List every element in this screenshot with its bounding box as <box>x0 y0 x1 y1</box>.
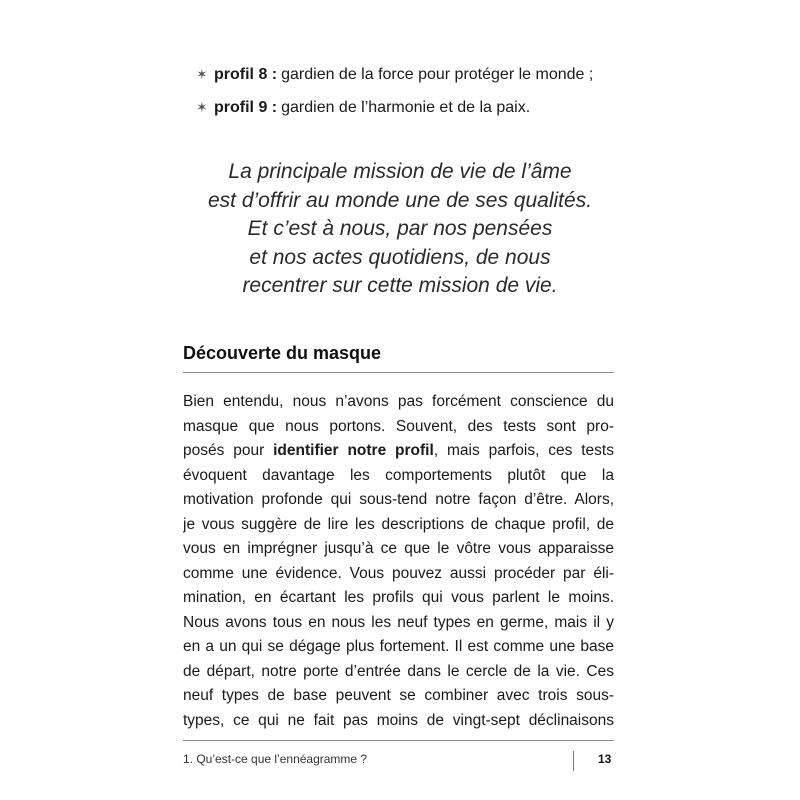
profile-description: gardien de l’harmonie et de la paix. <box>281 99 531 116</box>
pull-quote <box>150 158 650 301</box>
text-line: évoquent davantage les comportements plutôt que la <box>183 466 614 484</box>
text-span: , mais parfois, ces tests <box>433 442 614 459</box>
text-line: comme une évidence. Vous pouvez aussi procéder par éli- <box>183 564 614 582</box>
profile-list <box>196 66 626 132</box>
text-line: neuf types de base peuvent se combiner avec trois sous- <box>183 687 614 704</box>
footer-divider <box>183 740 614 741</box>
text-line: vous en imprégner jusqu’à ce que le vôtre vous apparaisse <box>183 540 614 557</box>
text-line <box>183 439 614 464</box>
quote-line: La principale mission de vie de l’âme <box>228 160 572 183</box>
list-item <box>196 66 626 99</box>
text-line: en a un qui se dégage plus fortement. Il est comme une base <box>183 638 614 655</box>
text-line: mination, en écartant les profils qui vous parlent le moins. <box>183 589 614 606</box>
quote-line: et nos actes quotidiens, de nous <box>249 245 551 269</box>
text-line: de départ, notre porte d’entrée dans le cercle de la vie. Ces <box>183 662 614 680</box>
emphasis-text: identifier notre profil <box>273 442 434 459</box>
text-line: Nous avons tous en nous les neuf types en germe, mais il y <box>183 613 614 631</box>
quote-line: Et c’est à nous, par nos pensées <box>247 217 553 240</box>
section-divider <box>183 372 614 373</box>
star-bullet-icon: ✶ <box>196 99 208 115</box>
profile-label: profil 8 : <box>214 66 278 83</box>
list-item <box>196 99 626 132</box>
quote-line: est d’offrir au monde une de ses qualités. <box>207 188 593 212</box>
quote-line: recentrer sur cette mission de vie. <box>242 274 558 297</box>
text-line: motivation profonde qui sous-tend notre façon d’être. Alors, <box>183 491 614 508</box>
profile-label: profil 9 : <box>214 99 278 116</box>
page-number: 13 <box>598 752 612 766</box>
text-line: masque que nous portons. Souvent, des tests sont pro- <box>183 417 614 435</box>
section-heading: Découverte du masque <box>183 343 382 363</box>
text-line: je vous suggère de lire les descriptions de chaque profil, de <box>183 515 614 533</box>
star-bullet-icon: ✶ <box>196 66 208 82</box>
profile-description: gardien de la force pour protéger le monde ; <box>281 66 594 83</box>
text-line: types, ce qui ne fait pas moins de vingt-sept déclinaisons <box>183 711 614 729</box>
footer-separator <box>573 751 574 771</box>
body-paragraph <box>183 390 614 733</box>
text-span: posés pour <box>183 442 265 459</box>
chapter-title: 1. Qu’est-ce que l’ennéagramme ? <box>183 752 368 766</box>
text-line: Bien entendu, nous n’avons pas forcément conscience du <box>183 393 614 410</box>
